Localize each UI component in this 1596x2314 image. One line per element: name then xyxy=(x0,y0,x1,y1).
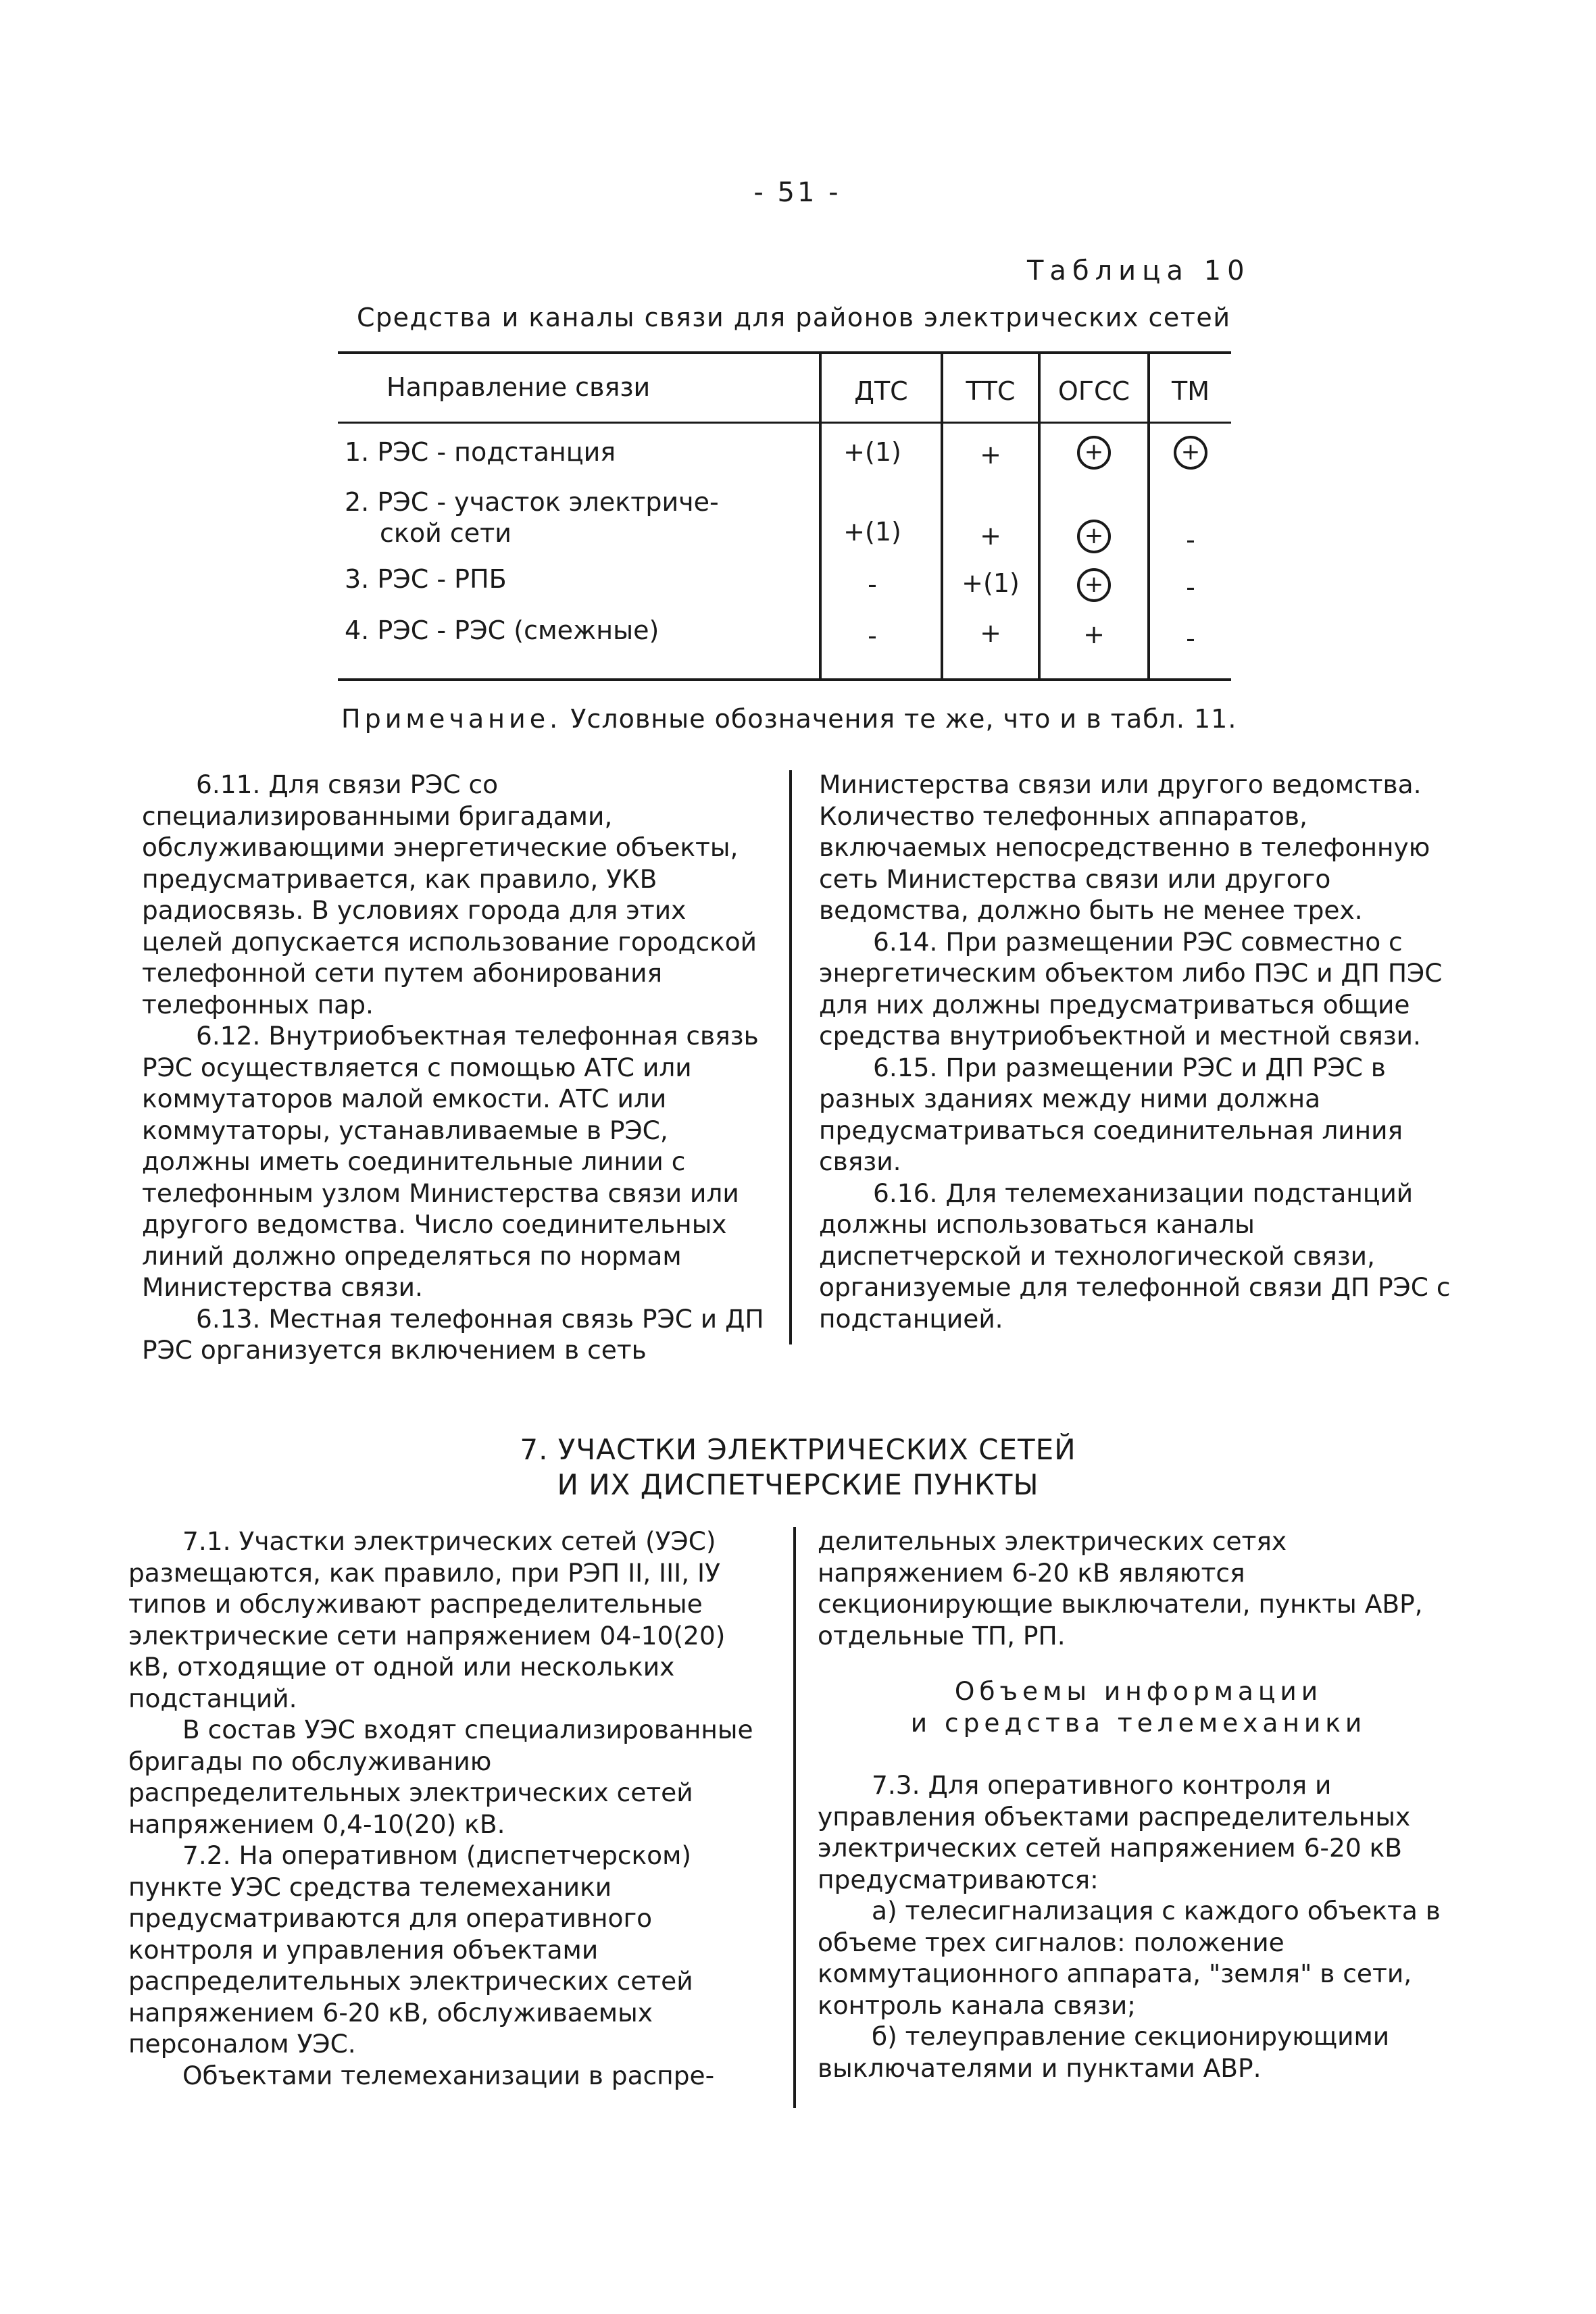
header-tts: ТТС xyxy=(966,376,1016,406)
row-3-ogss: + xyxy=(1077,568,1111,602)
row-3-tts: +(1) xyxy=(962,568,1020,598)
row-1-ogss: + xyxy=(1077,436,1111,470)
paragraph: 6.15. При размещении РЭС и ДП РЭС в разных зданиях между ними должна предусматриваться соединительная линия связи. xyxy=(819,1052,1403,1176)
section1-right-column xyxy=(819,769,1451,1334)
row-3-dts: - xyxy=(868,570,877,599)
row-1-tts: + xyxy=(980,440,1001,470)
header-ogss: ОГСС xyxy=(1057,376,1130,406)
paragraph: 7.2. На оперативном (диспетчерском) пункте УЭС средства телемеханики предусматриваются для оперативного контроля и управления объектами распределительных электрических сетей напряжением 6-20 кВ, обслуживаемых персоналом УЭС. xyxy=(128,1840,693,2059)
section-heading xyxy=(0,1432,1596,1503)
row-3-direction: 3. РЭС - РПБ xyxy=(345,564,507,594)
communication-table xyxy=(338,351,1231,682)
row-4-ogss: + xyxy=(1083,620,1105,649)
table-note xyxy=(341,704,1237,734)
table-top-rule xyxy=(338,351,1231,354)
paragraph: В состав УЭС входят специализированные бригады по обслуживанию распределительных электрических сетей напряжением 0,4-10(20) кВ. xyxy=(128,1715,753,1839)
subsection-heading xyxy=(818,1676,1460,1738)
table-title: Средства и каналы связи для районов электрических сетей xyxy=(357,303,1231,332)
paragraph: 7.1. Участки электрических сетей (УЭС) размещаются, как правило, при РЭП II, III, IУ типов и обслуживают распределительные электрические сети напряжением 04-10(20) кВ, отходящие от одной или нескольких подстанций. xyxy=(128,1526,726,1713)
column-divider xyxy=(793,1527,796,2108)
paragraph: Объектами телемеханизации в распре- xyxy=(182,2060,715,2090)
note-label: Примечание. xyxy=(341,704,562,734)
paragraph: Министерства связи или другого ведомства. Количество телефонных аппаратов, включаемых непосредственно в телефонную сеть Министерства связи или другого ведомства, должно быть не менее трех. xyxy=(819,770,1430,925)
paragraph: б) телеуправление секционирующими выключателями и пунктами АВР. xyxy=(818,2021,1390,2083)
paragraph: 7.3. Для оперативного контроля и управления объектами распределительных электрических сетей напряжением 6-20 кВ предусматриваются: xyxy=(818,1770,1411,1894)
section2-left-column xyxy=(128,1526,770,2091)
section1-left-column xyxy=(142,769,770,1366)
row-2-tts: + xyxy=(980,521,1001,551)
subsection-heading-line2: и средства телемеханики xyxy=(910,1707,1367,1738)
header-tm: ТМ xyxy=(1172,376,1210,406)
section-heading-line1: 7. УЧАСТКИ ЭЛЕКТРИЧЕСКИХ СЕТЕЙ xyxy=(520,1433,1076,1466)
row-1-dts: +(1) xyxy=(843,437,901,467)
row-4-direction: 4. РЭС - РЭС (смежные) xyxy=(345,615,659,645)
table-label: Таблица 10 xyxy=(1027,255,1251,286)
row-1-direction: 1. РЭС - подстанция xyxy=(345,437,616,467)
paragraph: 6.16. Для телемеханизации подстанций должны использоваться каналы диспетчерской и технологической связи, организуемые для телефонной связи ДП РЭС с подстанцией. xyxy=(819,1178,1451,1334)
row-1-tm: + xyxy=(1174,436,1207,470)
paragraph: а) телесигнализация с каждого объекта в объеме трех сигналов: положение коммутационного аппарата, "земля" в сети, контроль канала связи; xyxy=(818,1896,1441,2020)
row-2-tm: - xyxy=(1186,525,1195,555)
paragraph: делительных электрических сетях напряжением 6-20 кВ являются секционирующие выключатели, пункты АВР, отдельные ТП, РП. xyxy=(818,1526,1423,1651)
table-header-rule xyxy=(338,422,1231,424)
paragraph: 6.11. Для связи РЭС со специализированными бригадами, обслуживающими энергетические объекты, предусматривается, как правило, УКВ радиосвязь. В условиях города для этих целей допускается использование городской телефонной сети путем абонирования телефонных пар. xyxy=(142,770,757,1020)
section-heading-line2: И ИХ ДИСПЕТЧЕРСКИЕ ПУНКТЫ xyxy=(557,1468,1039,1501)
row-4-dts: - xyxy=(868,621,877,651)
section2-right-column xyxy=(818,1526,1460,2084)
row-2-dts: +(1) xyxy=(843,517,901,547)
subsection-heading-line1: Объемы информации xyxy=(954,1676,1323,1706)
column-divider xyxy=(789,770,792,1344)
paragraph: 6.14. При размещении РЭС совместно с энергетическим объектом либо ПЭС и ДП ПЭС для них должны предусматриваться общие средства внутриобъектной и местной связи. xyxy=(819,926,1443,1051)
paragraph: 6.13. Местная телефонная связь РЭС и ДП РЭС организуется включением в сеть xyxy=(142,1303,764,1365)
row-2-direction-cont: ской сети xyxy=(380,518,512,548)
header-direction: Направление связи xyxy=(386,372,651,402)
page-number: - 51 - xyxy=(753,177,841,208)
row-2-ogss: + xyxy=(1077,520,1111,553)
row-4-tts: + xyxy=(980,618,1001,648)
header-dts: ДТС xyxy=(854,376,908,406)
row-4-tm: - xyxy=(1186,624,1195,653)
row-2-direction: 2. РЭС - участок электриче- xyxy=(345,487,719,517)
table-bottom-rule xyxy=(338,678,1231,681)
row-3-tm: - xyxy=(1186,572,1195,602)
note-text: Условные обозначения те же, что и в табл. 11. xyxy=(570,704,1237,734)
paragraph: 6.12. Внутриобъектная телефонная связь РЭС осуществляется с помощью АТС или коммутаторов малой емкости. АТС или коммутаторы, устанавливаемые в РЭС, должны иметь соединительные линии с телефонным узлом Министерства связи или другого ведомства. Число соединительных линий должно определяться по нормам Министерства связи. xyxy=(142,1021,759,1302)
